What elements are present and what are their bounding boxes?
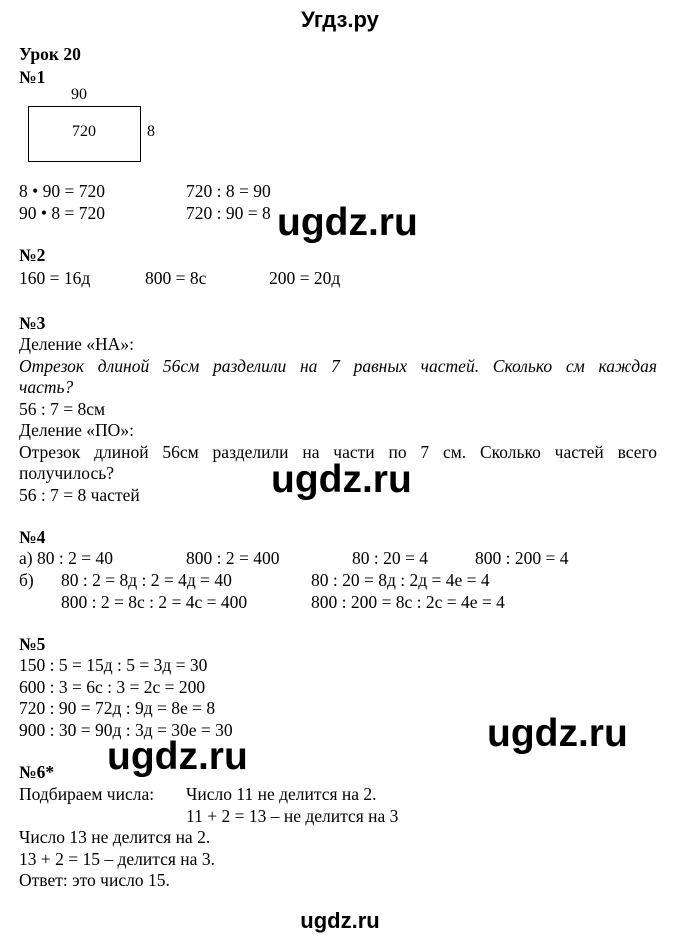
task3-solution1: 56 : 7 = 8см [19, 399, 106, 419]
watermark-c: ugdz.ru [487, 712, 628, 755]
task3-problem2-line1: Отрезок длиной 56см разделили на части по 7 см. Сколько частей всего [19, 442, 657, 462]
watermark-d: ugdz.ru [107, 735, 248, 778]
task4-b4: 800 : 200 = 8с : 2с = 4е = 4 [311, 592, 505, 612]
task6-line1-b: Число 11 не делится на 2. [186, 784, 377, 804]
task5-line2: 600 : 3 = 6с : 3 = 2с = 200 [19, 677, 206, 697]
task4-a4: 800 : 200 = 4 [475, 548, 569, 568]
task5-line4: 900 : 30 = 90д : 3д = 30е = 30 [19, 720, 233, 740]
task1-line2-b: 720 : 90 = 8 [186, 203, 271, 223]
task5-line3: 720 : 90 = 72д : 9д = 8е = 8 [19, 698, 216, 718]
task3-number: №3 [19, 313, 46, 333]
task2-c: 200 = 20д [269, 268, 341, 288]
task4-b2: 80 : 20 = 8д : 2д = 4е = 4 [311, 570, 490, 590]
rect-area-label: 720 [72, 123, 96, 140]
task6-line2: 11 + 2 = 13 – не делится на 3 [186, 806, 399, 826]
task3-problem1-line1: Отрезок длиной 56см разделили на 7 равных частей. Сколько см каждая [19, 356, 657, 376]
task3-problem1-line2: часть? [19, 377, 74, 397]
task4-number: №4 [19, 527, 46, 547]
task6-answer: Ответ: это число 15. [19, 870, 170, 890]
task6-line1-a: Подбираем числа: [19, 784, 155, 804]
lesson-title: Урок 20 [19, 44, 81, 64]
task4-a1: а) 80 : 2 = 40 [19, 548, 113, 568]
task1-line2-a: 90 • 8 = 720 [19, 203, 105, 223]
task1-line1-b: 720 : 8 = 90 [186, 181, 271, 201]
task6-number: №6* [19, 762, 55, 782]
task4-a2: 800 : 2 = 400 [186, 548, 280, 568]
task4-b3: 800 : 2 = 8с : 2 = 4с = 400 [61, 592, 248, 612]
task4-b-label: б) [19, 570, 34, 590]
task5-number: №5 [19, 634, 46, 654]
task6-line4: 13 + 2 = 15 – делится на 3. [19, 849, 215, 869]
rect-side-label: 8 [147, 123, 155, 140]
task1-line1-a: 8 • 90 = 720 [19, 181, 105, 201]
task3-heading-na: Деление «НА»: [19, 334, 134, 354]
task4-b1: 80 : 2 = 8д : 2 = 4д = 40 [61, 570, 232, 590]
task6-line3: Число 13 не делится на 2. [19, 827, 211, 847]
rect-top-label: 90 [71, 86, 87, 103]
task2-b: 800 = 8с [145, 268, 207, 288]
footer-watermark: ugdz.ru [300, 908, 380, 933]
task2-number: №2 [19, 245, 46, 265]
watermark-a: ugdz.ru [277, 201, 418, 244]
task3-heading-po: Деление «ПО»: [19, 420, 134, 440]
task3-solution2: 56 : 7 = 8 частей [19, 485, 140, 505]
site-header: Угдз.ру [301, 7, 379, 32]
task1-number: №1 [19, 67, 46, 87]
task2-a: 160 = 16д [19, 268, 91, 288]
task4-a3: 80 : 20 = 4 [352, 548, 428, 568]
task3-problem2-line2: получилось? [19, 463, 114, 483]
task5-line1: 150 : 5 = 15д : 5 = 3д = 30 [19, 655, 208, 675]
watermark-b: ugdz.ru [271, 458, 412, 501]
